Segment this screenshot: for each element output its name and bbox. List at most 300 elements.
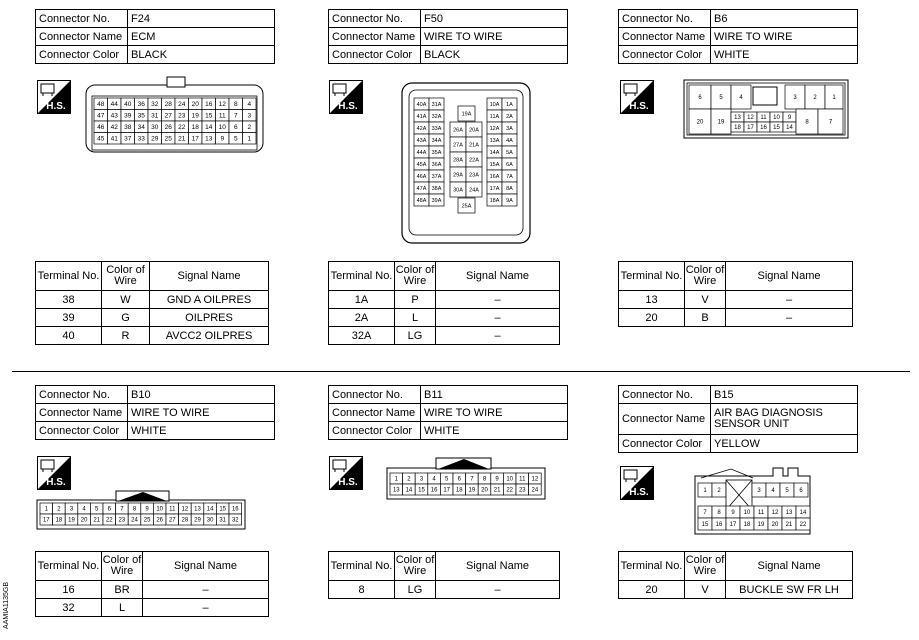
pin-label: 4 xyxy=(432,476,436,483)
terminal-table-b10 xyxy=(35,551,269,617)
table-row xyxy=(619,291,853,309)
pin-label: 5 xyxy=(445,476,449,483)
connector-b6-face xyxy=(683,79,849,139)
connector-color: BLACK xyxy=(421,46,568,64)
pin-label: 17 xyxy=(191,135,199,143)
pin-label: 15 xyxy=(701,522,709,529)
signal-name-cell: AVCC2 OILPRES xyxy=(150,327,269,345)
pin-label: 1 xyxy=(832,95,836,102)
pin-label: 26 xyxy=(156,517,164,524)
table-row xyxy=(36,599,269,617)
pin-label: 11 xyxy=(757,510,765,517)
pin-label: 4 xyxy=(82,506,86,513)
pin-label: 10 xyxy=(218,124,226,132)
pin-label: 14 xyxy=(405,487,413,494)
pin-label: 10 xyxy=(506,476,514,483)
hs-plug-shape xyxy=(41,84,54,93)
pin-label: 48A xyxy=(416,197,427,204)
table-row xyxy=(329,291,560,309)
pin-label: 5 xyxy=(233,135,238,143)
table-row xyxy=(329,581,560,599)
pin-label: 6 xyxy=(107,506,111,513)
label: Connector Color xyxy=(36,422,128,440)
terminal-no-cell: 13 xyxy=(619,291,685,309)
pin-label: 3 xyxy=(757,488,761,495)
wire-color-cell: W xyxy=(102,291,150,309)
connector-b11-face xyxy=(386,454,546,500)
pin-label: 27 xyxy=(164,112,172,120)
hs-icon xyxy=(620,466,654,500)
pin-label: 25 xyxy=(143,517,151,524)
pin-label: 21 xyxy=(493,487,501,494)
label: Connector Name xyxy=(36,28,128,46)
hs-icon xyxy=(620,80,654,114)
pin-label: 32 xyxy=(231,517,239,524)
pin-label: 4 xyxy=(771,488,775,495)
pin-label: 12 xyxy=(747,115,754,122)
connector-no: B11 xyxy=(421,386,568,404)
terminal-no-cell: 2A xyxy=(329,309,395,327)
signal-name-cell: – xyxy=(143,581,269,599)
pin-label: 7 xyxy=(703,510,707,517)
terminal-table-b15 xyxy=(618,551,853,599)
pin-label: 4 xyxy=(739,95,743,102)
pin-label: 4 xyxy=(247,101,252,109)
table-row xyxy=(619,309,853,327)
pin-label: 40A xyxy=(416,101,427,108)
connector-color: YELLOW xyxy=(711,435,858,453)
connector-name: WIRE TO WIRE xyxy=(711,28,858,46)
terminal-no-cell: 38 xyxy=(36,291,102,309)
pin-label: 9A xyxy=(506,197,513,204)
pin-label: 9 xyxy=(220,135,225,143)
pin-label: 48 xyxy=(97,101,105,109)
pin-label: 10 xyxy=(743,510,751,517)
connector-name: WIRE TO WIRE xyxy=(128,404,275,422)
color-of-wire-header: Color of Wire xyxy=(395,552,436,581)
hs-label: H.S. xyxy=(338,477,358,488)
connector-f24-info xyxy=(35,9,275,64)
pin-label: 9 xyxy=(787,115,792,122)
hs-label: H.S. xyxy=(629,101,649,112)
connector-color: BLACK xyxy=(128,46,275,64)
terminal-no-header: Terminal No. xyxy=(36,262,102,291)
pin-label: 20 xyxy=(771,522,779,529)
pin-label: 14 xyxy=(786,125,793,132)
pin-label: 38 xyxy=(124,124,132,132)
terminal-no-cell: 8 xyxy=(329,581,395,599)
pin-label: 45 xyxy=(97,135,105,143)
pin-label: 11 xyxy=(169,506,176,513)
section-divider xyxy=(12,371,910,372)
pin-label: 28A xyxy=(453,157,463,164)
pin-label: 23 xyxy=(118,517,126,524)
signal-name-header: Signal Name xyxy=(436,552,560,581)
pin-label: 18 xyxy=(55,517,63,524)
pin-label: 22A xyxy=(469,157,479,164)
pin-label: 18 xyxy=(734,125,741,132)
wire-color-cell: LG xyxy=(395,581,436,599)
table-row xyxy=(329,327,560,345)
pin-label: 29 xyxy=(194,517,201,524)
signal-name-header: Signal Name xyxy=(726,552,853,581)
terminal-no-cell: 39 xyxy=(36,309,102,327)
connector-no: B15 xyxy=(711,386,858,404)
pin-label: 24A xyxy=(469,187,479,194)
label: Connector Color xyxy=(36,46,128,64)
pin-label: 19 xyxy=(757,522,765,529)
pin-label: 24 xyxy=(178,101,186,109)
pin-label: 13 xyxy=(392,487,400,494)
wire-color-cell: V xyxy=(685,291,726,309)
pin-label: 3 xyxy=(793,95,797,102)
pin-label: 12 xyxy=(181,506,189,513)
pin-label: 41A xyxy=(416,113,427,120)
pin-label: 18 xyxy=(191,124,199,132)
pin-label: 26A xyxy=(453,127,463,134)
pin-label: 20 xyxy=(191,101,199,109)
pin-label: 17 xyxy=(443,487,451,494)
label: Connector Name xyxy=(329,404,421,422)
pin-label: 17 xyxy=(747,125,754,132)
terminal-no-cell: 20 xyxy=(619,309,685,327)
pin-label: 14 xyxy=(206,506,214,513)
label: Connector No. xyxy=(619,386,711,404)
pin-label: 39 xyxy=(124,112,132,120)
pin-label: 38A xyxy=(431,185,442,192)
hs-icon xyxy=(37,456,71,490)
label: Connector Color xyxy=(619,46,711,64)
pin-label: 10 xyxy=(156,506,164,513)
pin-label: 19A xyxy=(461,111,472,118)
connector-b10-face xyxy=(36,486,246,530)
signal-name-cell: – xyxy=(436,581,560,599)
pin-label: 6A xyxy=(506,161,513,168)
terminal-no-cell: 16 xyxy=(36,581,102,599)
pin-label: 29 xyxy=(151,135,159,143)
pin-label: 11 xyxy=(218,112,226,120)
pin-label: 47A xyxy=(416,185,427,192)
terminal-no-cell: 32 xyxy=(36,599,102,617)
pin-label: 15 xyxy=(219,506,227,513)
terminal-table-f24 xyxy=(35,261,269,345)
connector-no: F24 xyxy=(128,10,275,28)
pin-label: 2 xyxy=(57,506,61,513)
pin-label: 8 xyxy=(482,476,487,483)
pin-label: 21 xyxy=(93,517,101,524)
pin-label: 8 xyxy=(805,119,809,126)
drawing-id: AAMIA1135GB xyxy=(3,582,10,629)
color-of-wire-header: Color of Wire xyxy=(102,552,143,581)
pin-label: 31A xyxy=(431,101,442,108)
pin-label: 23A xyxy=(469,172,479,179)
pin-label: 25 xyxy=(164,135,172,143)
hs-label: H.S. xyxy=(629,487,649,498)
pin-label: 13 xyxy=(734,115,741,122)
terminal-no-cell: 1A xyxy=(329,291,395,309)
pin-label: 44 xyxy=(110,101,118,109)
pin-label: 40 xyxy=(124,101,132,109)
wire-color-cell: BR xyxy=(102,581,143,599)
terminal-no-cell: 32A xyxy=(329,327,395,345)
wire-color-cell: P xyxy=(395,291,436,309)
connector-name: ECM xyxy=(128,28,275,46)
pin-label: 32 xyxy=(151,101,159,109)
signal-name-header: Signal Name xyxy=(143,552,269,581)
pin-label: 23 xyxy=(518,487,526,494)
signal-name-cell: – xyxy=(726,309,853,327)
color-of-wire-header: Color of Wire xyxy=(685,552,726,581)
pin-label: 10 xyxy=(773,115,780,122)
pin-label: 21 xyxy=(178,135,186,143)
connector-b10-info xyxy=(35,385,275,440)
pin-label: 7 xyxy=(120,506,124,513)
pin-label: 28 xyxy=(164,101,172,109)
pin-label: 13 xyxy=(194,506,201,513)
pin-label: 6 xyxy=(698,95,702,102)
terminal-no-cell: 40 xyxy=(36,327,102,345)
connector-color: WHITE xyxy=(421,422,568,440)
pin-label: 14A xyxy=(489,149,500,156)
label: Connector No. xyxy=(36,386,128,404)
table-row xyxy=(36,581,269,599)
pin-label: 6 xyxy=(799,488,803,495)
pin-label: 31 xyxy=(151,112,159,120)
pin-label: 35A xyxy=(431,149,442,156)
pin-label: 34A xyxy=(431,137,442,144)
connector-name: AIR BAG DIAGNOSIS SENSOR UNIT xyxy=(711,404,858,435)
pin-label: 30A xyxy=(453,187,463,194)
pin-label: 47 xyxy=(97,112,105,120)
pin-label: 15 xyxy=(773,125,780,132)
pin-label: 19 xyxy=(68,517,75,524)
terminal-no-header: Terminal No. xyxy=(619,262,685,291)
pin-label: 43A xyxy=(416,137,427,144)
pin-label: 12 xyxy=(218,101,226,109)
pin-label: 31 xyxy=(219,517,227,524)
pin-label: 6 xyxy=(233,124,238,132)
label: Connector Name xyxy=(619,404,711,435)
pin-label: 16 xyxy=(205,101,213,109)
pin-label: 35 xyxy=(137,112,145,120)
pin-label: 5A xyxy=(506,149,513,156)
pin-label: 10A xyxy=(489,101,500,108)
pin-label: 22 xyxy=(105,517,113,524)
pin-label: 16A xyxy=(489,173,500,180)
pin-label: 30 xyxy=(151,124,159,132)
pin-label: 7 xyxy=(233,112,238,120)
pin-label: 17 xyxy=(729,522,737,529)
pin-label: 28 xyxy=(181,517,189,524)
pin-label: 1 xyxy=(247,135,252,143)
pin-label: 2A xyxy=(506,113,513,120)
hs-label: H.S. xyxy=(338,101,358,112)
pin-label: 20A xyxy=(469,127,479,134)
pin-label: 5 xyxy=(785,488,789,495)
pin-label: 29A xyxy=(453,172,463,179)
hs-label: H.S. xyxy=(46,101,66,112)
pin-label: 1 xyxy=(703,488,707,495)
pin-label: 45A xyxy=(416,161,427,168)
pin-label: 8 xyxy=(233,101,238,109)
pin-label: 22 xyxy=(799,522,807,529)
pin-label: 5 xyxy=(719,95,723,102)
pin-label: 17A xyxy=(489,185,500,192)
pin-label: 12 xyxy=(531,476,539,483)
terminal-no-header: Terminal No. xyxy=(36,552,102,581)
wire-color-cell: L xyxy=(395,309,436,327)
pin-label: 20 xyxy=(696,119,704,126)
terminal-no-header: Terminal No. xyxy=(619,552,685,581)
label: Connector Name xyxy=(619,28,711,46)
connector-color: WHITE xyxy=(128,422,275,440)
label: Connector Color xyxy=(329,46,421,64)
terminal-no-header: Terminal No. xyxy=(329,552,395,581)
wire-color-cell: B xyxy=(685,309,726,327)
pin-label: 37 xyxy=(124,135,132,143)
pin-label: 46 xyxy=(97,124,105,132)
pin-label: 19 xyxy=(468,487,476,494)
pin-label: 18A xyxy=(489,197,500,204)
connector-name: WIRE TO WIRE xyxy=(421,404,568,422)
pin-label: 36A xyxy=(431,161,442,168)
pin-label: 43 xyxy=(110,112,118,120)
pin-label: 9 xyxy=(731,510,735,517)
signal-name-cell: GND A OILPRES xyxy=(150,291,269,309)
pin-label: 33A xyxy=(431,125,442,132)
pin-label: 27 xyxy=(168,517,176,524)
label: Connector No. xyxy=(329,10,421,28)
pin-label: 3 xyxy=(247,112,252,120)
pin-label: 6 xyxy=(457,476,461,483)
wire-color-cell: L xyxy=(102,599,143,617)
connector-latch xyxy=(167,77,185,87)
pin-label: 16 xyxy=(760,125,767,132)
pin-label: 20 xyxy=(481,487,488,494)
color-of-wire-header: Color of Wire xyxy=(102,262,150,291)
pin-label: 22 xyxy=(506,487,514,494)
pin-label: 7 xyxy=(828,119,833,126)
label: Connector Name xyxy=(329,28,421,46)
pin-label: 14 xyxy=(799,510,807,517)
pin-label: 26 xyxy=(164,124,172,132)
connector-b6-info xyxy=(618,9,858,64)
pin-label: 1 xyxy=(44,506,48,513)
pin-label: 18 xyxy=(455,487,463,494)
signal-name-cell: – xyxy=(436,309,560,327)
pin-label: 42A xyxy=(416,125,427,132)
terminal-table-b6 xyxy=(618,261,853,327)
label: Connector No. xyxy=(36,10,128,28)
connector-f50-face xyxy=(400,82,532,245)
pin-label: 8 xyxy=(132,506,137,513)
table-row xyxy=(329,309,560,327)
hs-icon xyxy=(37,80,71,114)
connector-no: B6 xyxy=(711,10,858,28)
connector-color: WHITE xyxy=(711,46,858,64)
color-of-wire-header: Color of Wire xyxy=(395,262,436,291)
label: Connector No. xyxy=(329,386,421,404)
label: Connector Color xyxy=(329,422,421,440)
pin-label: 15A xyxy=(489,161,500,168)
pin-label: 34 xyxy=(137,124,145,132)
connector-b11-info xyxy=(328,385,568,440)
pin-label: 15 xyxy=(418,487,425,494)
signal-name-cell: BUCKLE SW FR LH xyxy=(726,581,853,599)
pin-label: 32A xyxy=(431,113,442,120)
terminal-table-f50 xyxy=(328,261,560,345)
pin-label: 8A xyxy=(506,185,513,192)
pin-label: 3A xyxy=(506,125,513,132)
pin-label: 37A xyxy=(431,173,442,180)
pin-label: 11A xyxy=(489,113,500,120)
pin-label: 24 xyxy=(531,487,539,494)
signal-name-cell: OILPRES xyxy=(150,309,269,327)
label: Connector Color xyxy=(619,435,711,453)
hs-icon xyxy=(329,456,363,490)
pin-label: 11 xyxy=(519,476,526,483)
wire-color-cell: V xyxy=(685,581,726,599)
connector-b15-info xyxy=(618,385,858,453)
label: Connector Name xyxy=(36,404,128,422)
hs-plug-shape xyxy=(333,460,346,469)
pin-label: 16 xyxy=(231,506,239,513)
pin-label: 14 xyxy=(205,124,213,132)
pin-label: 18 xyxy=(743,522,751,529)
pin-label: 2 xyxy=(247,124,252,132)
pin-label: 15 xyxy=(205,112,213,120)
signal-name-cell: – xyxy=(436,327,560,345)
pin-label: 16 xyxy=(430,487,438,494)
pin-label: 12 xyxy=(771,510,779,517)
hs-plug-shape xyxy=(41,460,54,469)
wire-color-cell: G xyxy=(102,309,150,327)
connector-name: WIRE TO WIRE xyxy=(421,28,568,46)
hs-plug-shape xyxy=(624,84,637,93)
pin-label: 19 xyxy=(717,119,725,126)
pin-label: 13 xyxy=(785,510,793,517)
terminal-no-header: Terminal No. xyxy=(329,262,395,291)
pin-label: 1 xyxy=(394,476,398,483)
hs-plug-shape xyxy=(624,470,637,479)
pin-label: 25A xyxy=(461,203,472,210)
pin-label: 46A xyxy=(416,173,427,180)
pin-label: 13A xyxy=(489,137,500,144)
pin-label: 4A xyxy=(506,137,513,144)
label: Connector No. xyxy=(619,10,711,28)
table-row xyxy=(36,327,269,345)
pin-label: 21 xyxy=(785,522,793,529)
pin-label: 17 xyxy=(42,517,50,524)
signal-name-header: Signal Name xyxy=(150,262,269,291)
signal-name-cell: – xyxy=(726,291,853,309)
table-row xyxy=(36,291,269,309)
signal-name-cell: – xyxy=(436,291,560,309)
hs-icon xyxy=(329,80,363,114)
pin-label: 36 xyxy=(137,101,145,109)
signal-name-header: Signal Name xyxy=(436,262,560,291)
pin-label: 24 xyxy=(131,517,138,524)
pin-label: 9 xyxy=(145,506,149,513)
signal-name-header: Signal Name xyxy=(726,262,853,291)
pin-label: 33 xyxy=(137,135,145,143)
pin-label: 42 xyxy=(110,124,118,132)
pin-label: 11 xyxy=(760,115,767,122)
connector-f24-face xyxy=(85,76,265,156)
pin-label: 41 xyxy=(110,135,118,143)
pin-label: 22 xyxy=(178,124,186,132)
pin-label: 1A xyxy=(506,101,513,108)
